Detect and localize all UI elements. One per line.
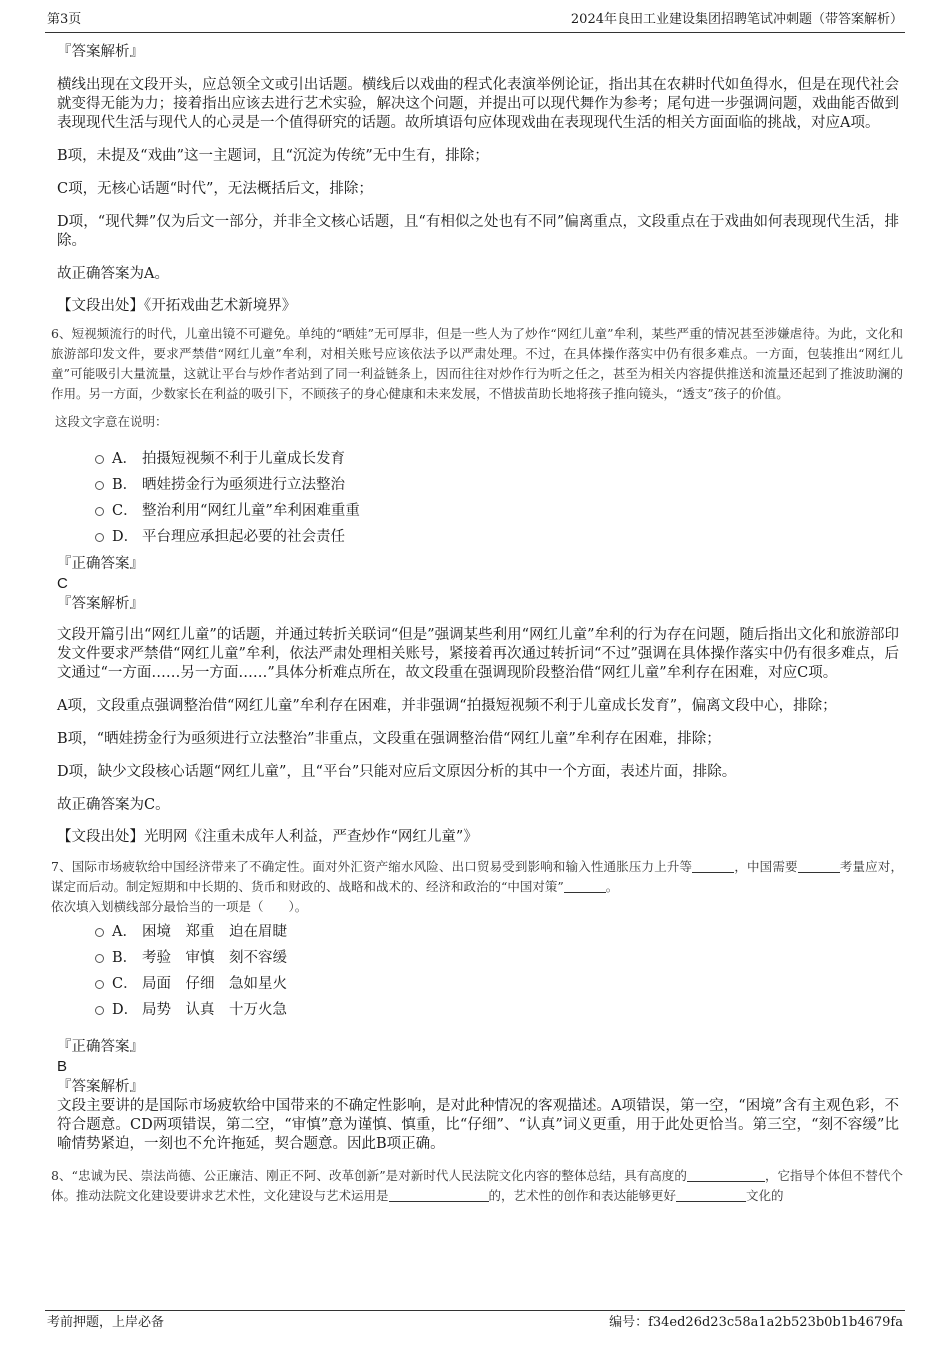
radio-icon[interactable]	[95, 1006, 104, 1015]
question-7-options	[95, 919, 905, 1023]
analysis-paragraph: 文段开篇引出“网红儿童”的话题，并通过转折关联词“但是”强调某些利用“网红儿童”牟利的行为存在问题，随后指出文化和旅游部印发文件要求严禁借“网红儿童”牟利，依法严肃处理相关账号，紧接着再次通过转折词“不过”强调在具体操作落实中仍有很多难点，后文通过“一方面……另一方面……”具体分析难点所在，故文段重在强调现阶段整治借“网红儿童”牟利存在困难，对应C项。	[57, 627, 899, 681]
radio-icon[interactable]	[95, 954, 104, 963]
fill-blank	[389, 1187, 489, 1202]
correct-answer-label: 『正确答案』	[57, 1039, 144, 1055]
correct-answer-label: 『正确答案』	[57, 556, 144, 572]
footer-slogan: 考前押题，上岸必备	[47, 1315, 165, 1330]
question-6-text: 6、短视频流行的时代，儿童出镜不可避免。单纯的“晒娃”无可厚非，但是一些人为了炒作“网红儿童”牟利，某些严重的情况甚至涉嫌虐待。为此，文化和旅游部印发文件，要求严禁借“网红儿童”牟利，对相关账号应该依法予以严肃处理。不过，在具体操作落实中仍有很多难点。一方面，包装推出“网红儿童”可能吸引大量流量，这就让平台与炒作者站到了同一利益链条上，因而往往对炒作行为听之任之，甚至为相关内容提供推送和流量还起到了推波助澜的作用。另一方面，少数家长在利益的吸引下，不顾孩子的身心健康和未来发展，不惜拔苗助长地将孩子推向镜头，“透支”孩子的价值。	[51, 326, 903, 401]
analysis-paragraph: 故正确答案为A。	[57, 266, 169, 282]
analysis-label: 『答案解析』	[57, 44, 144, 60]
fill-blank	[687, 1167, 765, 1182]
radio-icon[interactable]	[95, 507, 104, 516]
question-6-prompt: 这段文字意在说明：	[55, 414, 168, 429]
analysis-paragraph: D项，“现代舞”仅为后文一部分，并非全文核心话题，且“有相似之处也有不同”偏离重点，文段重点在于戏曲如何表现现代生活，排除。	[57, 214, 899, 249]
analysis-paragraph: C项，无核心话题“时代”，无法概括后文，排除；	[57, 181, 373, 197]
fill-blank	[564, 878, 606, 893]
document-id: 编号：f34ed26d23c58a1a2b523b0b1b4679fa	[609, 1315, 903, 1330]
analysis-paragraph: 故正确答案为C。	[57, 797, 170, 813]
option-b[interactable]: B． 晒娃捞金行为亟须进行立法整治	[95, 472, 905, 498]
question-7-text: 7、国际市场疲软给中国经济带来了不确定性。面对外汇资产缩水风险、出口贸易受到影响和输入性通胀压力上升等 ，中国需要 考量应对，谋定而后动。制定短期和中长期的、货币和财政的、战略和战术的、经济和政治的“中国对策” 。	[51, 859, 903, 894]
source-citation: 【文段出处】《开拓戏曲艺术新境界》	[57, 298, 297, 314]
option-c[interactable]: C． 整治利用“网红儿童”牟利困难重重	[95, 498, 905, 524]
question-7-prompt: 依次填入划横线部分最恰当的一项是（ ）。	[51, 899, 308, 914]
option-c[interactable]: C． 局面 仔细 急如星火	[95, 971, 905, 997]
radio-icon[interactable]	[95, 455, 104, 464]
analysis-paragraph: B项，未提及“戏曲”这一主题词，且“沉淀为传统”无中生有，排除；	[57, 148, 489, 164]
analysis-paragraph: 横线出现在文段开头，应总领全文或引出话题。横线后以戏曲的程式化表演举例论证，指出其在农耕时代如鱼得水，但是在现代社会就变得无能为力；接着指出应该去进行艺术实验，解决这个问题，并提出可以现代舞作为参考；尾句进一步强调问题，戏曲能否做到表现现代生活与现代人的心灵是一个值得研究的话题。故所填语句应体现戏曲在表现现代生活的相关方面面临的挑战，对应A项。	[57, 77, 899, 131]
fill-blank	[798, 858, 840, 873]
analysis-label: 『答案解析』	[57, 1079, 144, 1095]
analysis-paragraph: A项，文段重点强调整治借“网红儿童”牟利存在困难，并非强调“拍摄短视频不利于儿童成长发育”，偏离文段中心，排除；	[57, 698, 837, 714]
radio-icon[interactable]	[95, 481, 104, 490]
analysis-label: 『答案解析』	[57, 596, 144, 612]
document-title: 2024年良田工业建设集团招聘笔试冲刺题（带答案解析）	[570, 12, 903, 27]
page-footer	[45, 1310, 905, 1333]
radio-icon[interactable]	[95, 980, 104, 989]
radio-icon[interactable]	[95, 533, 104, 542]
analysis-paragraph: D项，缺少文段核心话题“网红儿童”，且“平台”只能对应后文原因分析的其中一个方面，表述片面，排除。	[57, 764, 737, 780]
source-citation: 【文段出处】光明网《注重未成年人利益，严查炒作“网红儿童”》	[57, 829, 478, 845]
correct-answer: B	[57, 1058, 68, 1075]
option-d[interactable]: D． 局势 认真 十万火急	[95, 997, 905, 1023]
fill-blank	[676, 1187, 746, 1202]
correct-answer: C	[57, 575, 68, 592]
question-8-text: 8、“忠诚为民、崇法尚德、公正廉洁、刚正不阿、改革创新”是对新时代人民法院文化内容的整体总结，具有高度的 ，它指导个体但不替代个体。推动法院文化建设要讲求艺术性，文化建设与艺术运用是 的，艺术性的创作和表达能够更好 文化的	[51, 1168, 903, 1203]
question-6-options	[95, 446, 905, 550]
option-d[interactable]: D． 平台理应承担起必要的社会责任	[95, 524, 905, 550]
analysis-paragraph: B项，“晒娃捞金行为亟须进行立法整治”非重点，文段重在强调整治借“网红儿童”牟利存在困难，排除；	[57, 731, 721, 747]
option-a[interactable]: A． 拍摄短视频不利于儿童成长发育	[95, 446, 905, 472]
radio-icon[interactable]	[95, 928, 104, 937]
fill-blank	[692, 858, 734, 873]
page-header	[45, 10, 905, 33]
option-a[interactable]: A． 困境 郑重 迫在眉睫	[95, 919, 905, 945]
analysis-paragraph: 文段主要讲的是国际市场疲软给中国带来的不确定性影响，是对此种情况的客观描述。A项错误，第一空，“困境”含有主观色彩，不符合题意。CD两项错误，第二空，“审慎”意为谨慎、慎重，比“仔细”、“认真”词义更重，用于此处更恰当。第三空，“刻不容缓”比喻情势紧迫，一刻也不允许拖延，契合题意。因此B项正确。	[57, 1098, 899, 1152]
option-b[interactable]: B． 考验 审慎 刻不容缓	[95, 945, 905, 971]
page-content	[45, 40, 905, 1206]
page-number: 第3页	[47, 12, 82, 27]
